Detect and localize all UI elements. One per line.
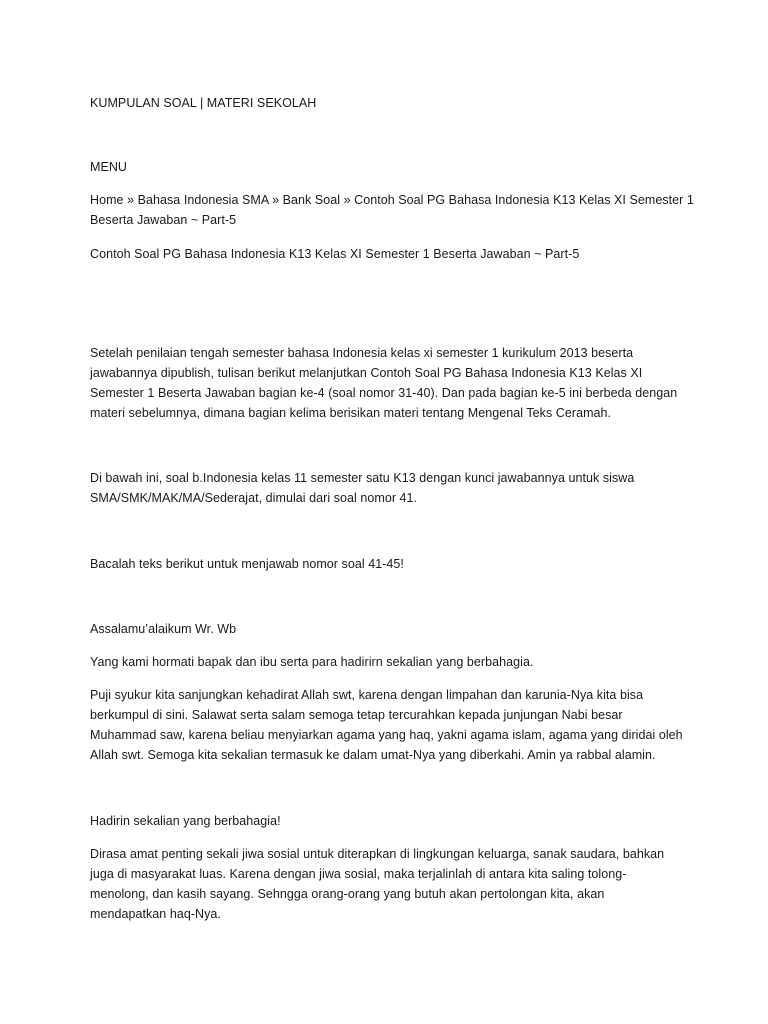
article-title: Contoh Soal PG Bahasa Indonesia K13 Kelas XI Semester 1 Beserta Jawaban ~ Part-5 (90, 247, 580, 261)
breadcrumb-subcategory-link[interactable]: Bank Soal (282, 193, 341, 207)
body-line: menolong, dan kasih sayang. Sehngga orang-orang yang butuh akan pertolongan kita, akan (90, 887, 605, 901)
breadcrumb-current-line2: Beserta Jawaban ~ Part-5 (90, 213, 237, 227)
breadcrumb (90, 190, 740, 210)
breadcrumb-home-link[interactable]: Home (90, 193, 124, 207)
intro2-paragraph (90, 468, 740, 508)
body-paragraph (90, 844, 740, 924)
opening-paragraph (90, 685, 740, 765)
opening-line: Allah swt. Semoga kita sekalian termasuk ke dalam umat-Nya yang diberkahi. Amin ya rabbal alamin. (90, 748, 656, 762)
menu-button[interactable]: MENU (90, 160, 128, 174)
intro-line: Setelah penilaian tengah semester bahasa Indonesia kelas xi semester 1 kurikulum 2013 beserta (90, 346, 634, 360)
breadcrumb-separator: » (268, 193, 283, 207)
intro-line: materi sebelumnya, dimana bagian kelima berisikan materi tentang Mengenal Teks Ceramah. (90, 406, 612, 420)
intro-line: Semester 1 Beserta Jawaban bagian ke-4 (soal nomor 31-40). Dan pada bagian ke-5 ini berbeda dengan (90, 386, 678, 400)
intro-paragraph (90, 343, 740, 423)
intro-line: jawabannya dipublish, tulisan berikut melanjutkan Contoh Soal PG Bahasa Indonesia K13 Kelas XI (90, 366, 643, 380)
breadcrumb-separator: » (340, 193, 355, 207)
body-line: mendapatkan haq-Nya. (90, 907, 221, 921)
body-line: Dirasa amat penting sekali jiwa sosial untuk diterapkan di lingkungan keluarga, sanak saudara, bahkan (90, 847, 665, 861)
breadcrumb-category-link[interactable]: Bahasa Indonesia SMA (137, 193, 269, 207)
intro2-line: Di bawah ini, soal b.Indonesia kelas 11 semester satu K13 dengan kunci jawabannya untuk siswa (90, 471, 635, 485)
opening-line: Puji syukur kita sanjungkan kehadirat Allah swt, karena dengan limpahan dan karunia-Nya kita bisa (90, 688, 644, 702)
breadcrumb-current-line1: Contoh Soal PG Bahasa Indonesia K13 Kelas XI Semester 1 (354, 193, 694, 207)
address-text: Hadirin sekalian yang berbahagia! (90, 814, 281, 828)
greeting-text: Assalamu’alaikum Wr. Wb (90, 622, 237, 636)
salutation-text: Yang kami hormati bapak dan ibu serta para hadirirn sekalian yang berbahagia. (90, 655, 534, 669)
intro2-line: SMA/SMK/MAK/MA/Sederajat, dimulai dari soal nomor 41. (90, 491, 418, 505)
breadcrumb-separator: » (123, 193, 138, 207)
opening-line: berkumpul di sini. Salawat serta salam semoga tetap tercurahkan kepada junjungan Nabi besar (90, 708, 623, 722)
instruction-text: Bacalah teks berikut untuk menjawab nomor soal 41-45! (90, 557, 404, 571)
opening-line: Muhammad saw, karena beliau menyiarkan agama yang haq, yakni agama islam, agama yang diridai oleh (90, 728, 683, 742)
body-line: juga di masyarakat luas. Karena dengan jiwa sosial, maka terjalinlah di antara kita saling tolong- (90, 867, 627, 881)
site-title[interactable]: KUMPULAN SOAL | MATERI SEKOLAH (90, 96, 317, 110)
